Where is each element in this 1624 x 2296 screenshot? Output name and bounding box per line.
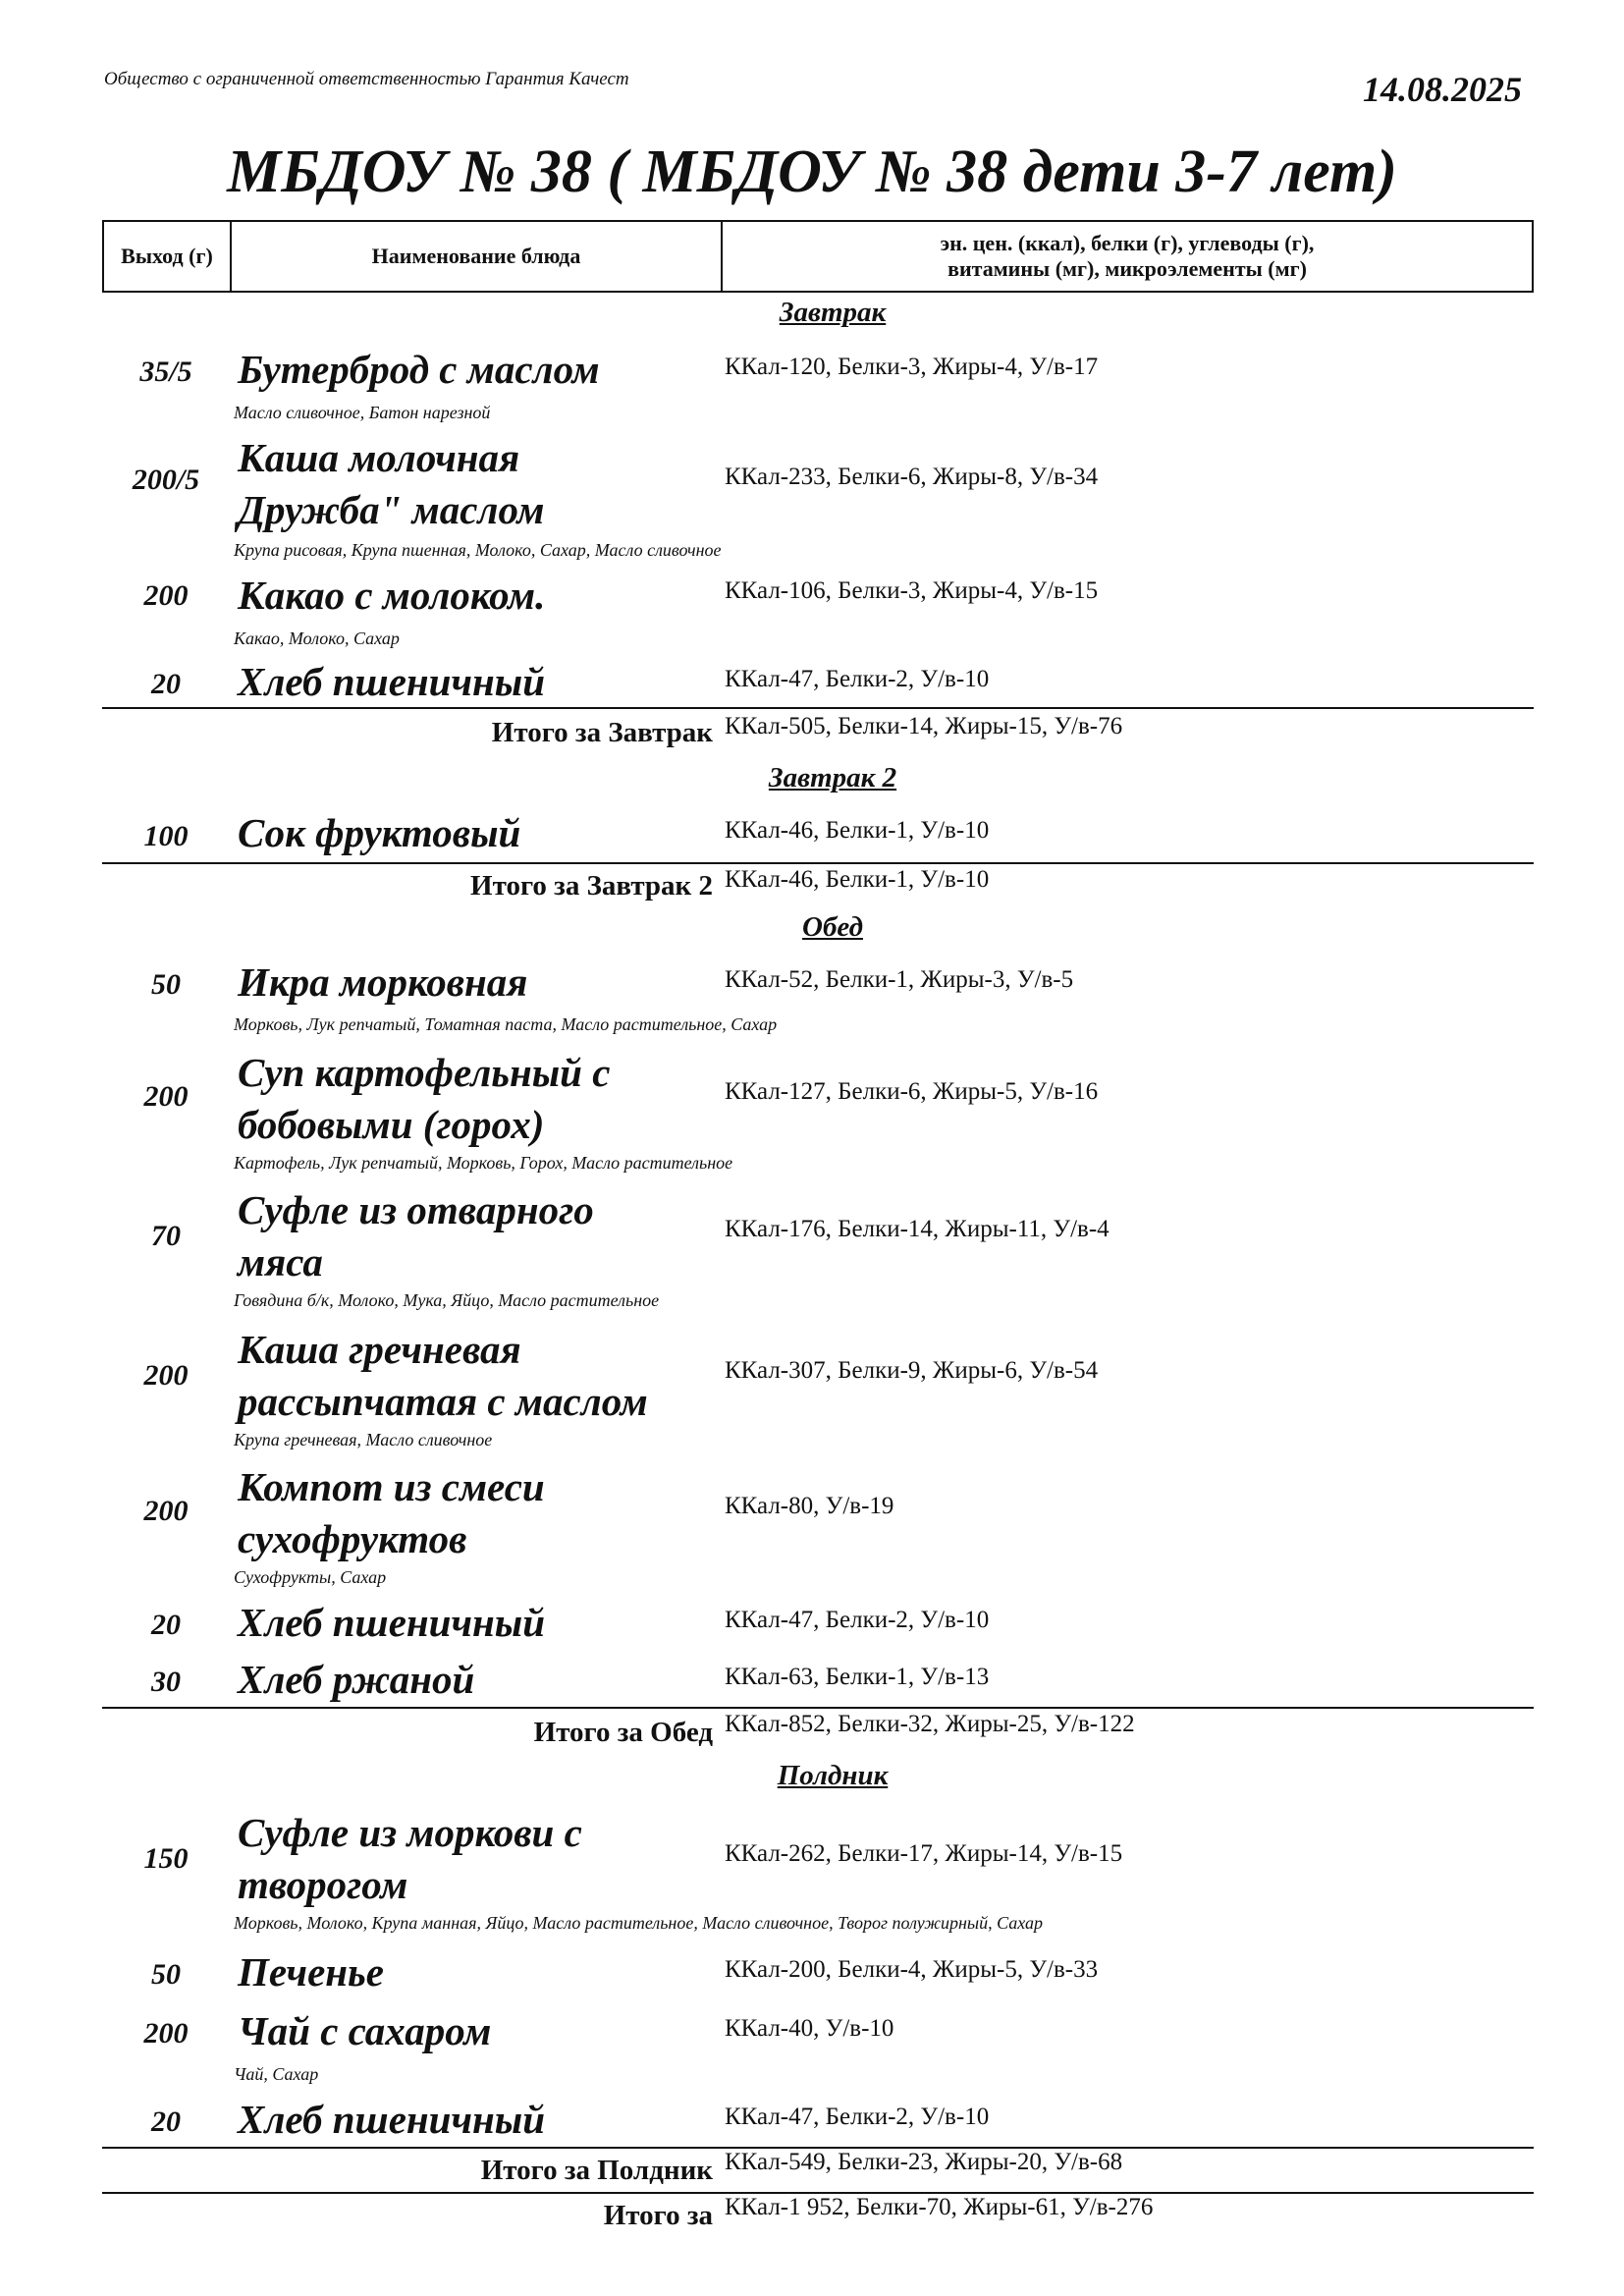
item-dish <box>238 432 709 536</box>
column-header-output: Выход (г) <box>103 221 231 292</box>
page-title: МБДОУ № 38 ( МБДОУ № 38 дети 3-7 лет) <box>227 138 1397 205</box>
item-nutrition: ККал-47, Белки-2, У/в-10 <box>725 1607 990 1633</box>
item-ingredients: Говядина б/к, Молоко, Мука, Яйцо, Масло растительное <box>234 1290 660 1310</box>
item-nutrition: ККал-80, У/в-19 <box>725 1493 894 1519</box>
item-output: 50 <box>151 968 181 1001</box>
dish-line: Суфле из моркови с <box>238 1810 582 1855</box>
dish-line: рассыпчатая с маслом <box>238 1379 648 1424</box>
item-nutrition: ККал-233, Белки-6, Жиры-8, У/в-34 <box>725 464 1099 490</box>
dish-line: Сок фруктовый <box>238 810 521 855</box>
item-dish <box>238 957 709 1009</box>
item-output: 200 <box>143 1495 189 1527</box>
section-divider <box>102 862 1534 864</box>
dish-line: Каша молочная <box>238 435 520 480</box>
item-nutrition: ККал-307, Белки-9, Жиры-6, У/в-54 <box>725 1357 1099 1384</box>
total-label-breakfast: Итого за Завтрак <box>491 717 713 748</box>
dish-line: Каша гречневая <box>238 1327 521 1372</box>
item-dish <box>238 570 709 622</box>
dish-line: мяса <box>238 1239 323 1285</box>
item-dish <box>238 1807 709 1911</box>
meal-heading-snack: Полдник <box>777 1760 889 1791</box>
item-nutrition: ККал-40, У/в-10 <box>725 2015 894 2042</box>
total-value-lunch: ККал-852, Белки-32, Жиры-25, У/в-122 <box>725 1711 1135 1737</box>
item-output: 200 <box>143 2017 189 2050</box>
item-dish <box>238 1461 709 1565</box>
item-nutrition: ККал-262, Белки-17, Жиры-14, У/в-15 <box>725 1840 1123 1867</box>
item-nutrition: ККал-63, Белки-1, У/в-13 <box>725 1664 990 1690</box>
item-nutrition: ККал-176, Белки-14, Жиры-11, У/в-4 <box>725 1216 1110 1242</box>
column-header-dish: Наименование блюда <box>231 221 722 292</box>
item-output: 200 <box>143 1359 189 1392</box>
total-value-breakfast2: ККал-46, Белки-1, У/в-10 <box>725 866 990 893</box>
meal-heading-lunch: Обед <box>802 911 863 943</box>
item-ingredients: Картофель, Лук репчатый, Морковь, Горох, Масло растительное <box>234 1153 733 1173</box>
meal-heading-breakfast2: Завтрак 2 <box>768 762 897 793</box>
dish-line: Компот из смеси <box>238 1464 545 1509</box>
dish-line: Хлеб пшеничный <box>238 2097 546 2142</box>
dish-line: Какао с молоком. <box>238 573 546 618</box>
item-ingredients: Морковь, Молоко, Крупа манная, Яйцо, Масло растительное, Масло сливочное, Творог полужирный, Сахар <box>234 1913 1043 1933</box>
item-ingredients: Сухофрукты, Сахар <box>234 1567 387 1587</box>
item-dish <box>238 1946 709 1998</box>
menu-date: 14.08.2025 <box>1363 70 1522 109</box>
item-output: 35/5 <box>139 355 192 388</box>
table-header <box>102 220 1534 293</box>
dish-line: Суп картофельный с <box>238 1050 611 1095</box>
item-nutrition: ККал-46, Белки-1, У/в-10 <box>725 817 990 844</box>
item-nutrition: ККал-106, Белки-3, Жиры-4, У/в-15 <box>725 577 1099 604</box>
item-dish <box>238 1047 709 1151</box>
item-dish <box>238 1654 709 1706</box>
total-label-snack: Итого за Полдник <box>480 2155 713 2186</box>
item-output: 150 <box>143 1842 189 1875</box>
item-ingredients: Чай, Сахар <box>234 2064 319 2084</box>
dish-line: Хлеб ржаной <box>238 1657 475 1702</box>
dish-line: Хлеб пшеничный <box>238 659 546 704</box>
dish-line: Чай с сахаром <box>238 2008 492 2053</box>
item-ingredients: Крупа гречневая, Масло сливочное <box>234 1430 493 1449</box>
item-ingredients: Масло сливочное, Батон нарезной <box>234 403 491 422</box>
item-output: 100 <box>143 820 189 852</box>
item-dish <box>238 2094 709 2146</box>
column-header-nutrition-line2: витамины (мг), микроэлементы (мг) <box>947 256 1307 281</box>
item-nutrition: ККал-47, Белки-2, У/в-10 <box>725 2104 990 2130</box>
dish-line: творогом <box>238 1862 408 1907</box>
item-output: 20 <box>151 1609 181 1641</box>
item-dish <box>238 2005 709 2057</box>
item-dish <box>238 1324 709 1428</box>
item-output: 20 <box>151 2105 181 2138</box>
column-header-nutrition <box>722 221 1533 292</box>
grand-total-label: Итого за <box>603 2200 713 2231</box>
dish-line: Икра морковная <box>238 959 528 1005</box>
total-label-lunch: Итого за Обед <box>533 1717 713 1748</box>
item-ingredients: Крупа рисовая, Крупа пшенная, Молоко, Сахар, Масло сливочное <box>234 540 722 560</box>
item-output: 20 <box>151 668 181 700</box>
meal-heading-breakfast: Завтрак <box>779 297 887 328</box>
item-output: 30 <box>151 1666 181 1698</box>
item-output: 200 <box>143 579 189 612</box>
item-dish <box>238 656 709 708</box>
section-divider <box>102 707 1534 709</box>
item-dish <box>238 807 709 859</box>
item-output: 50 <box>151 1958 181 1991</box>
organization-name: Общество с ограниченной ответственностью Гарантия Качест <box>104 69 629 89</box>
dish-line: Суфле из отварного <box>238 1187 594 1232</box>
item-dish <box>238 344 709 396</box>
dish-line: Печенье <box>238 1949 384 1995</box>
dish-line: бобовыми (горох) <box>238 1102 545 1147</box>
dish-line: сухофруктов <box>238 1516 467 1561</box>
column-header-nutrition-line1: эн. цен. (ккал), белки (г), углеводы (г), <box>940 231 1315 255</box>
item-nutrition: ККал-127, Белки-6, Жиры-5, У/в-16 <box>725 1078 1099 1105</box>
item-output: 70 <box>151 1220 181 1252</box>
item-nutrition: ККал-47, Белки-2, У/в-10 <box>725 666 990 692</box>
item-output: 200 <box>143 1080 189 1113</box>
item-nutrition: ККал-200, Белки-4, Жиры-5, У/в-33 <box>725 1956 1099 1983</box>
total-value-breakfast: ККал-505, Белки-14, Жиры-15, У/в-76 <box>725 713 1123 739</box>
item-nutrition: ККал-120, Белки-3, Жиры-4, У/в-17 <box>725 354 1099 380</box>
dish-line: Хлеб пшеничный <box>238 1600 546 1645</box>
dish-line: Бутерброд с маслом <box>238 347 600 392</box>
total-value-snack: ККал-549, Белки-23, Жиры-20, У/в-68 <box>725 2149 1123 2175</box>
item-nutrition: ККал-52, Белки-1, Жиры-3, У/в-5 <box>725 966 1074 993</box>
total-label-breakfast2: Итого за Завтрак 2 <box>470 870 713 902</box>
grand-total-value: ККал-1 952, Белки-70, Жиры-61, У/в-276 <box>725 2194 1154 2220</box>
dish-line: Дружба" маслом <box>238 487 545 532</box>
item-ingredients: Какао, Молоко, Сахар <box>234 629 400 648</box>
item-dish <box>238 1184 709 1288</box>
item-dish <box>238 1597 709 1649</box>
section-divider <box>102 1707 1534 1709</box>
item-ingredients: Морковь, Лук репчатый, Томатная паста, Масло растительное, Сахар <box>234 1014 778 1034</box>
item-output: 200/5 <box>132 464 200 496</box>
